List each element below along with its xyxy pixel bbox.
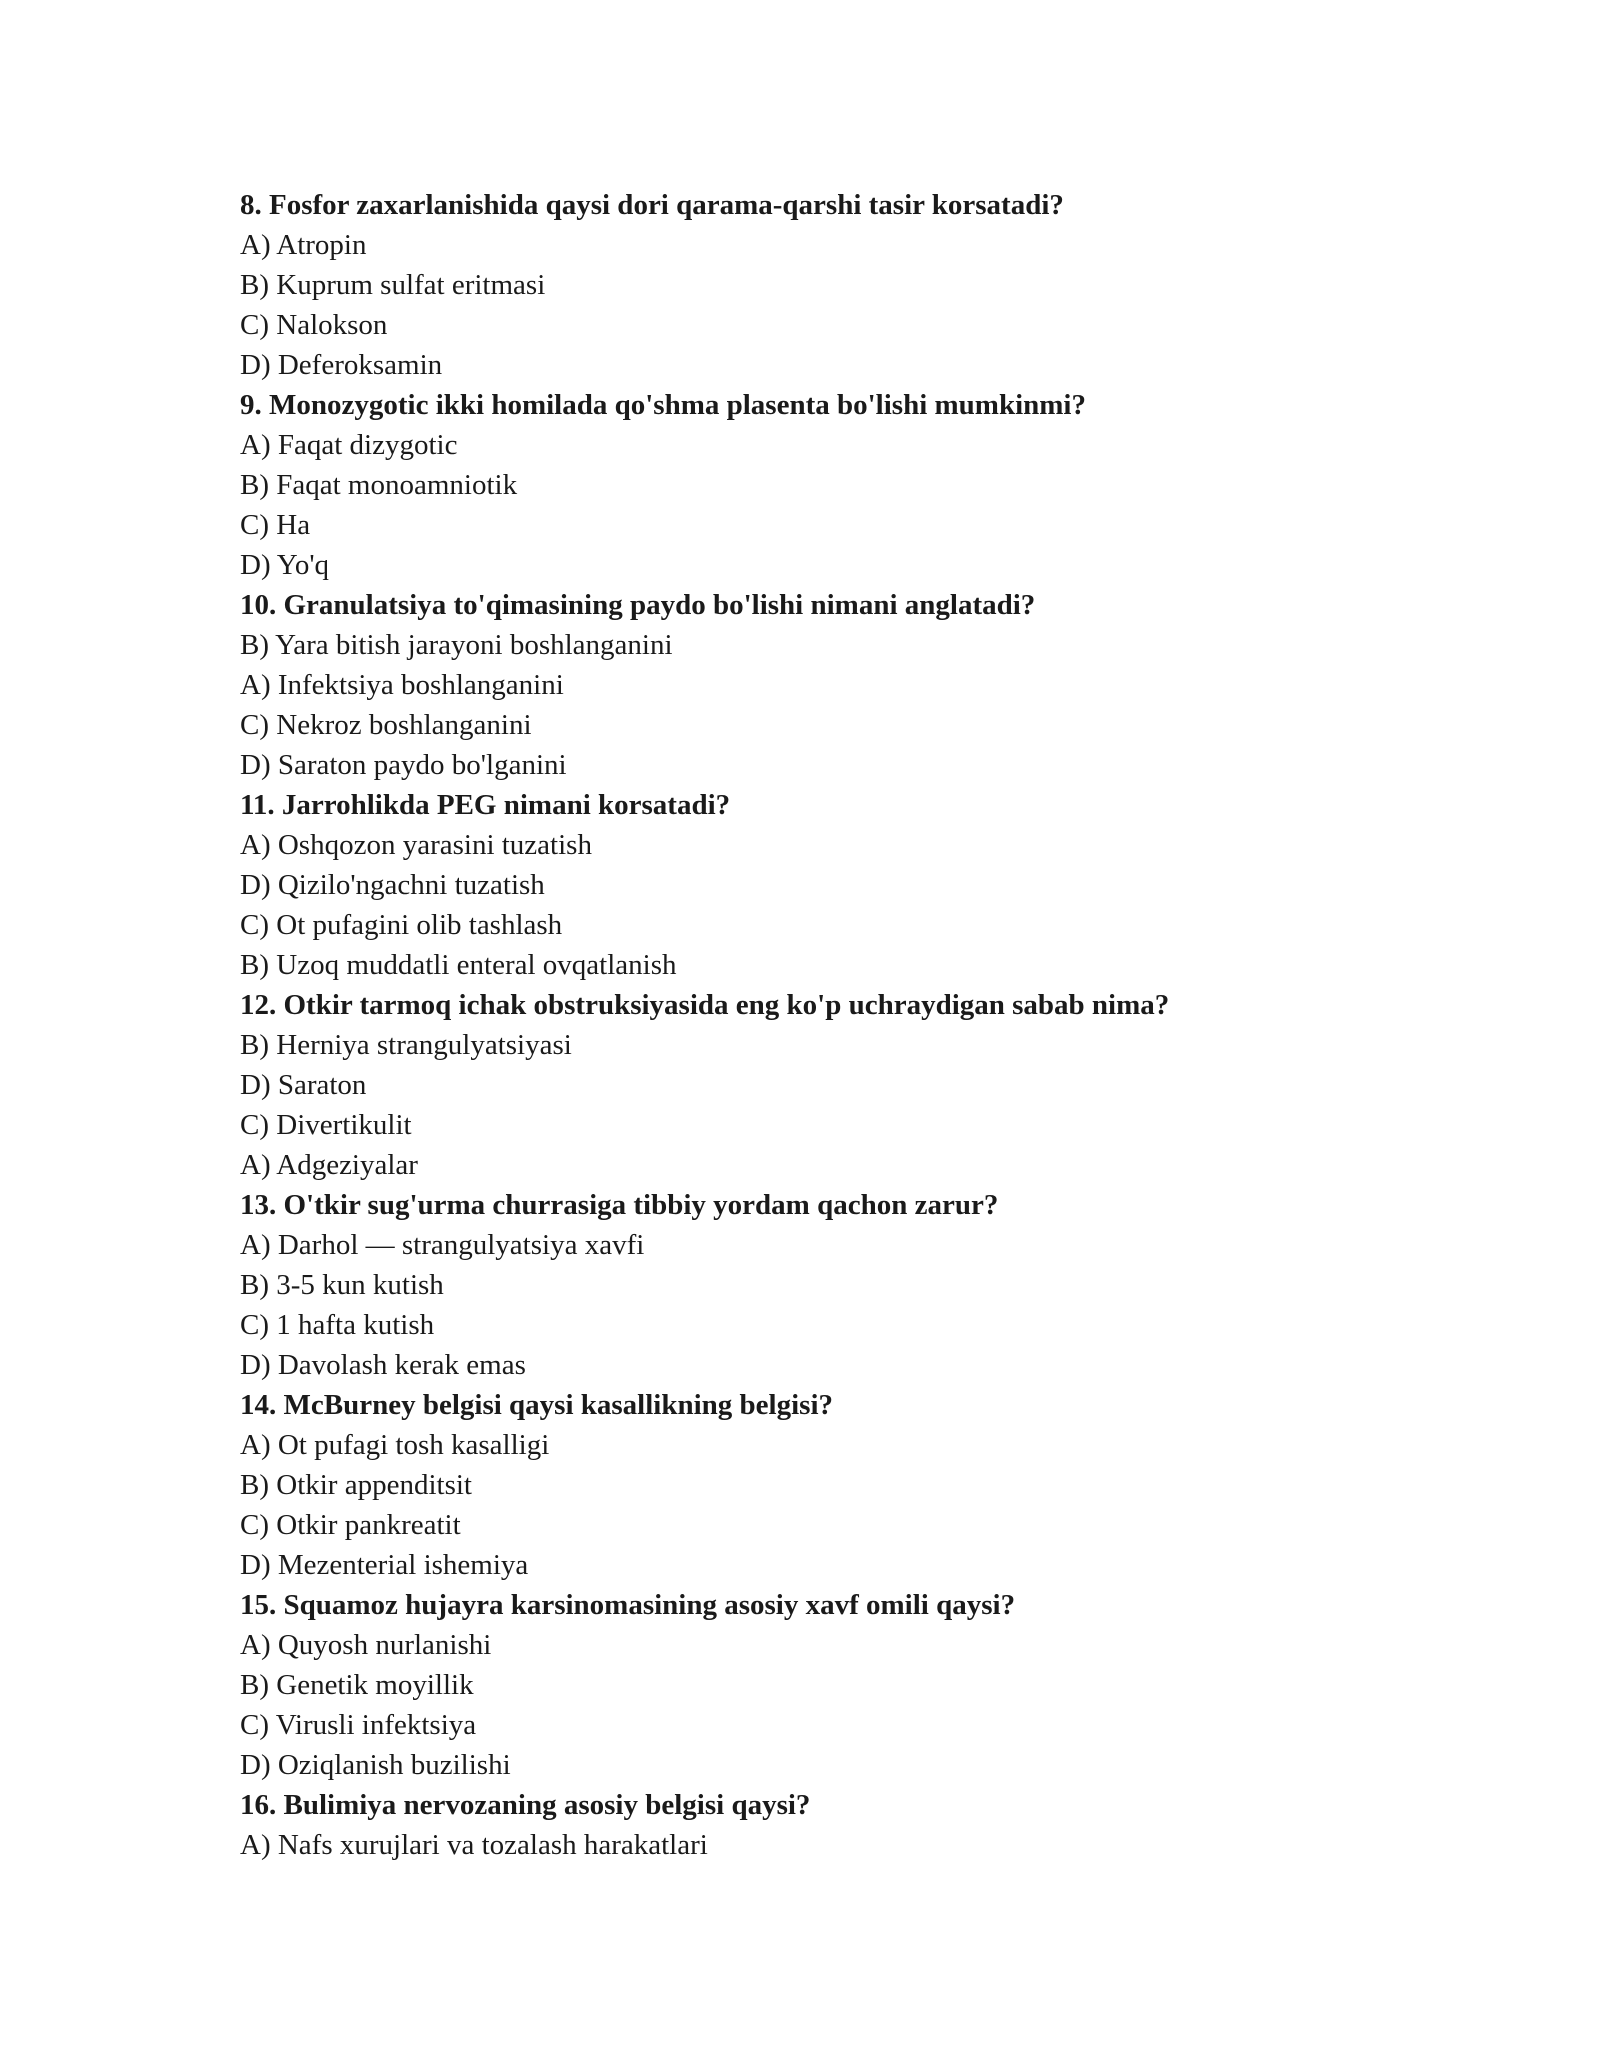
answer-option: A) Adgeziyalar xyxy=(240,1149,418,1181)
answer-option: B) 3-5 kun kutish xyxy=(240,1269,444,1301)
answer-option: C) Virusli infektsiya xyxy=(240,1709,477,1741)
answer-option: C) 1 hafta kutish xyxy=(240,1309,435,1341)
question-text: 14. McBurney belgisi qaysi kasallikning belgisi? xyxy=(240,1389,833,1421)
question-text: 10. Granulatsiya to'qimasining paydo bo'lishi nimani anglatadi? xyxy=(240,589,1036,621)
question-9 xyxy=(240,385,1380,585)
answer-option: D) Saraton paydo bo'lganini xyxy=(240,749,567,781)
answer-option: B) Uzoq muddatli enteral ovqatlanish xyxy=(240,949,677,981)
question-text: 12. Otkir tarmoq ichak obstruksiyasida eng ko'p uchraydigan sabab nima? xyxy=(240,989,1170,1021)
question-list xyxy=(240,185,1380,1865)
answer-option: A) Atropin xyxy=(240,229,367,261)
answer-option: A) Infektsiya boshlanganini xyxy=(240,669,564,701)
question-16 xyxy=(240,1785,1380,1865)
answer-option: A) Nafs xurujlari va tozalash harakatlari xyxy=(240,1829,708,1861)
answer-option: B) Herniya strangulyatsiyasi xyxy=(240,1029,572,1061)
answer-option: D) Deferoksamin xyxy=(240,349,443,381)
answer-option: C) Otkir pankreatit xyxy=(240,1509,461,1541)
question-text: 9. Monozygotic ikki homilada qo'shma plasenta bo'lishi mumkinmi? xyxy=(240,389,1086,421)
question-14 xyxy=(240,1385,1380,1585)
answer-option: D) Saraton xyxy=(240,1069,367,1101)
question-13 xyxy=(240,1185,1380,1385)
question-8 xyxy=(240,185,1380,385)
answer-option: B) Yara bitish jarayoni boshlanganini xyxy=(240,629,673,661)
question-text: 11. Jarrohlikda PEG nimani korsatadi? xyxy=(240,789,731,821)
question-text: 15. Squamoz hujayra karsinomasining asosiy xavf omili qaysi? xyxy=(240,1589,1016,1621)
answer-option: A) Quyosh nurlanishi xyxy=(240,1629,492,1661)
question-11 xyxy=(240,785,1380,985)
answer-option: D) Oziqlanish buzilishi xyxy=(240,1749,511,1781)
question-12 xyxy=(240,985,1380,1185)
answer-option: C) Ha xyxy=(240,509,311,541)
answer-option: D) Davolash kerak emas xyxy=(240,1349,526,1381)
answer-option: A) Faqat dizygotic xyxy=(240,429,458,461)
answer-option: B) Kuprum sulfat eritmasi xyxy=(240,269,546,301)
answer-option: D) Qizilo'ngachni tuzatish xyxy=(240,869,545,901)
answer-option: A) Ot pufagi tosh kasalligi xyxy=(240,1429,550,1461)
question-10 xyxy=(240,585,1380,785)
answer-option: B) Faqat monoamniotik xyxy=(240,469,518,501)
answer-option: C) Divertikulit xyxy=(240,1109,412,1141)
answer-option: C) Ot pufagini olib tashlash xyxy=(240,909,563,941)
question-15 xyxy=(240,1585,1380,1785)
answer-option: D) Mezenterial ishemiya xyxy=(240,1549,529,1581)
answer-option: A) Oshqozon yarasini tuzatish xyxy=(240,829,592,861)
question-text: 13. O'tkir sug'urma churrasiga tibbiy yordam qachon zarur? xyxy=(240,1189,999,1221)
answer-option: C) Nalokson xyxy=(240,309,388,341)
answer-option: C) Nekroz boshlanganini xyxy=(240,709,532,741)
answer-option: D) Yo'q xyxy=(240,549,330,581)
question-text: 16. Bulimiya nervozaning asosiy belgisi qaysi? xyxy=(240,1789,811,1821)
answer-option: B) Genetik moyillik xyxy=(240,1669,474,1701)
question-text: 8. Fosfor zaxarlanishida qaysi dori qarama-qarshi tasir korsatadi? xyxy=(240,189,1064,221)
answer-option: A) Darhol — strangulyatsiya xavfi xyxy=(240,1229,645,1261)
answer-option: B) Otkir appenditsit xyxy=(240,1469,472,1501)
